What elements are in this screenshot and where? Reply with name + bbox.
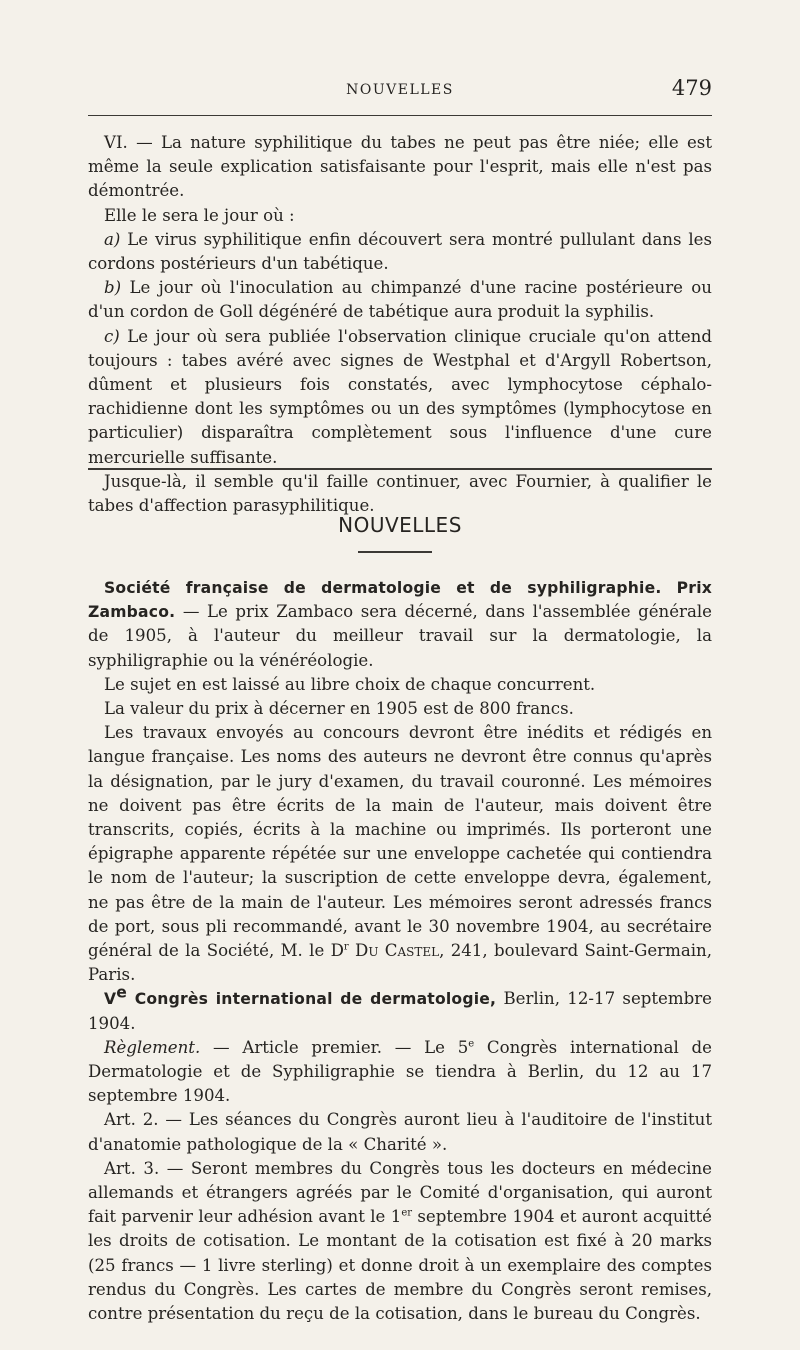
paragraph-closing: Jusque-là, il semble qu'il faille continuer, avec Fournier, à qualifier le tabes d'affection parasyphilitique. [88,471,712,516]
running-title: NOUVELLES [346,82,454,98]
paragraph-elle: Elle le sera le jour où : [104,205,295,225]
item-text: Le virus syphilitique enfin découvert sera montré pullulant dans les cordons postérieurs d'un tabétique. [88,229,712,274]
societe-paragraph [88,576,712,673]
item-text: Le jour où l'inoculation au chimpanzé d'une racine postérieure ou d'un cordon de Goll dégénéré de tabétique aura produit la syphilis. [88,278,712,322]
reglement-label: Règlement. [104,1037,201,1057]
list-item-a [88,228,712,276]
reglement-text-end: Congrès international de Dermatologie et de Syphiligraphie se tiendra à Berlin, du 12 au 17 septembre 1904. [88,1037,712,1106]
conclusion-block [88,131,712,518]
superscript: e [116,983,128,1002]
heading-underline [358,551,432,553]
item-label: b) [104,278,122,298]
societe-title: Société française de dermatologie et de syphiligraphie. Prix Zambaco. [88,579,712,622]
article-3 [88,1157,712,1326]
list-item-c [88,325,712,470]
article-3-text: Art. 3. — Seront membres du Congrès tous les docteurs en médecine allemands et étrangers agréés par le Comité d'organisation, qui auront fait parvenir leur adhésion avant le 1 [88,1158,712,1227]
item-label: c) [104,326,120,346]
item-text: Le jour où sera publiée l'observation clinique cruciale qu'on attend toujours : tabes avéré avec signes de Westphal et d'Argyll Robertson, dûment et plusieurs fois constatés, avec lymphocytose céphalo-rachidienne dont les symptômes ou un des symptômes (lymphocytose en particulier) disparaîtra complètement sous l'influence d'une cure mercurielle suffisante. [88,326,712,467]
list-item-b [88,276,712,324]
superscript: e [468,1038,475,1050]
reglement-paragraph [88,1036,712,1109]
travaux-text: Les travaux envoyés au concours devront être inédits et rédigés en langue française. Les noms des auteurs ne devront être connus qu'après la désignation, par le jury d'examen, du travail couronné. Les mémoires ne doivent pas être écrits de la main de l'auteur, mais doivent être transcrits, copiés, écrits à la machine ou imprimés. Ils porteront une épigraphe apparente répétée sur une enveloppe cachetée qui contiendra le nom de l'auteur; la suscription de cette enveloppe devra, également, ne pas être de la main de l'auteur. Les mémoires seront adressés francs de port, sous pli recommandé, avant le 30 novembre 1904, au secrétaire général de la Société, M. le D [88,723,712,961]
congres-paragraph [88,983,712,1035]
section-heading: NOUVELLES [338,513,462,537]
societe-text: — Le prix Zambaco sera décerné, dans l'assemblée générale de 1905, à l'auteur du meilleur travail sur la dermatologie, la syphiligraphie ou la vénéréologie. [88,602,712,670]
article-2: Art. 2. — Les séances du Congrès auront lieu à l'auditoire de l'institut d'anatomie pathologique de la « Charité ». [88,1110,712,1154]
item-label: a) [104,229,121,249]
address-text: , 241, boulevard Saint-Germain, Paris. [88,941,712,985]
paragraph-valeur: La valeur du prix à décerner en 1905 est de 800 francs. [104,699,574,719]
paragraph-vi: VI. — La nature syphilitique du tabes ne peut pas être niée; elle est même la seule explication satisfaisante pour l'esprit, mais elle n'est pas démontrée. [88,133,712,201]
paragraph-travaux [88,721,712,987]
running-header [88,76,712,106]
article-3-text-end: septembre 1904 et auront acquitté les droits de cotisation. Le montant de la cotisation est fixé à 20 marks (25 francs — 1 livre sterling) et donne droit à un exemplaire des comptes rendus du Congrès. Les cartes de membre du Congrès seront remises, contre présentation du reçu de la cotisation, dans le bureau du Congrès. [88,1207,712,1324]
page-number: 479 [671,76,712,100]
paragraph-sujet: Le sujet en est laissé au libre choix de chaque concurrent. [104,674,596,694]
reglement-text: — Article premier. — Le 5 [200,1037,469,1057]
superscript: r [343,941,349,953]
section-divider [88,468,712,470]
secretary-name: Du Castel [355,941,440,961]
nouvelles-block [88,576,712,1326]
congres-ordinal: V [104,990,117,1009]
superscript: er [401,1207,413,1219]
congres-title: Congrès international de dermatologie, [127,990,497,1009]
header-rule [88,115,712,116]
congres-text: Berlin, 12-17 septembre 1904. [88,989,712,1033]
